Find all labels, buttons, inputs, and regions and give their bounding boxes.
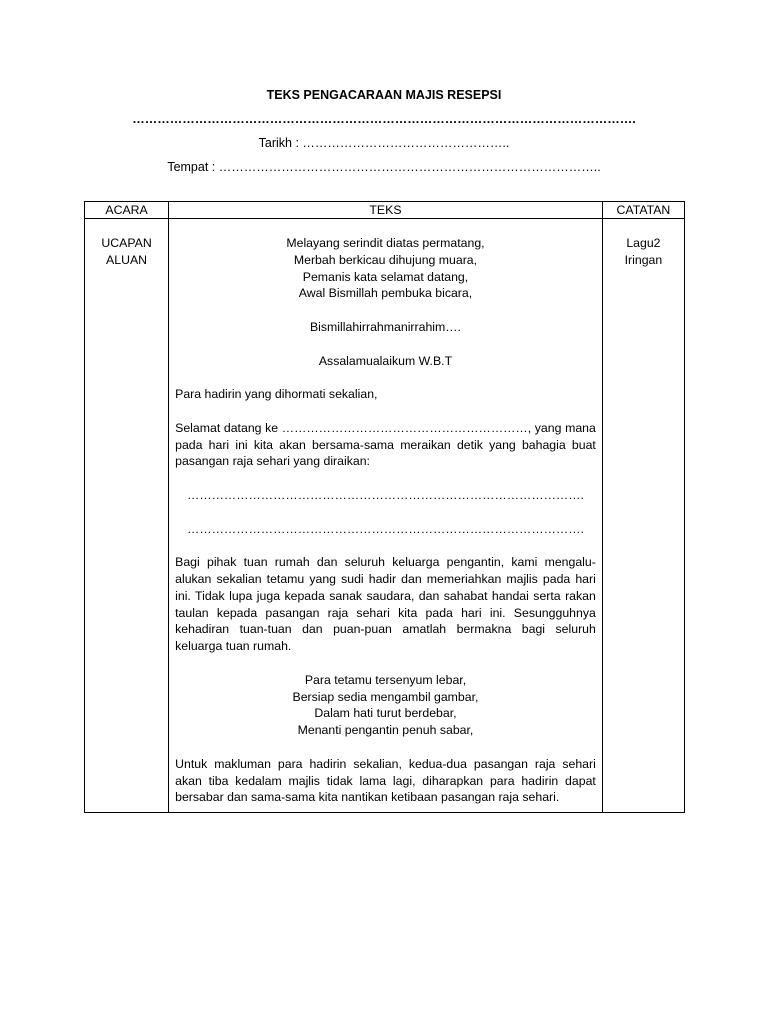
venue-field: Tempat : ………………………………………………………………………………..	[167, 160, 601, 174]
table-row	[85, 219, 685, 813]
teks-cell	[169, 219, 603, 813]
catatan-line: Iringan	[624, 252, 663, 267]
pantun-line: Awal Bismillah pembuka bicara,	[298, 286, 473, 301]
acara-line: ALUAN	[106, 252, 148, 267]
pantun-line: Para tetamu tersenyum lebar,	[304, 672, 467, 687]
acara-line: UCAPAN	[101, 236, 152, 250]
acara-cell	[85, 219, 169, 813]
date-field: Tarikh : …………………………………………..	[258, 136, 510, 150]
header-acara: ACARA	[85, 202, 169, 219]
pantun-guests	[175, 672, 596, 739]
pantun-line: Pemanis kata selamat datang,	[302, 269, 469, 284]
pantun-opening	[175, 235, 596, 302]
pantun-line: Dalam hati turut berdebar,	[314, 706, 457, 721]
blank-fill-line: ………………………………………………………………………………………………………….	[132, 112, 636, 126]
catatan-line: Lagu2	[626, 236, 661, 250]
greeting-line: Para hadirin yang dihormati sekalian,	[175, 387, 378, 402]
program-table	[84, 201, 685, 813]
catatan-cell	[602, 219, 684, 813]
host-paragraph: Bagi pihak tuan rumah dan seluruh keluarga pengantin, kami mengalu-alukan sekalian tetamu yang sudi hadir dan memeriahkan majlis pada hari ini. Tidak lupa juga kepada sanak saudara, dan sahabat handai serta rakan taulan kepada pasangan raja sehari kita pada hari ini. Sesungguhnya kehadiran tuan-tuan dan puan-puan amatlah bermakna bagi seluruh keluarga tuan rumah.	[175, 555, 596, 654]
couple-name-blank: …………………………………………………………………………………….	[187, 487, 584, 502]
pantun-line: Menanti pengantin penuh sabar,	[297, 723, 474, 738]
header-teks: TEKS	[169, 202, 603, 219]
header-catatan: CATATAN	[602, 202, 684, 219]
bismillah-line: Bismillahirrahmanirrahim….	[309, 319, 461, 334]
welcome-paragraph: Selamat datang ke ……………………………………………………, yang mana pada hari ini kita akan bersama-sama meraikan detik yang bahagia buat pasangan raja sehari yang diraikan:	[175, 420, 596, 469]
salam-line: Assalamualaikum W.B.T	[318, 353, 453, 368]
pantun-line: Melayang serindit diatas permatang,	[286, 236, 485, 250]
pantun-line: Merbah berkicau dihujung muara,	[293, 252, 478, 267]
table-header-row	[85, 202, 685, 219]
couple-name-blank: …………………………………………………………………………………….	[187, 521, 584, 536]
pantun-line: Bersiap sedia mengambil gambar,	[292, 689, 479, 704]
closing-paragraph: Untuk makluman para hadirin sekalian, kedua-dua pasangan raja sehari akan tiba kedalam majlis tidak lama lagi, diharapkan para hadirin dapat bersabar dan sama-sama kita nantikan ketibaan pasangan raja sehari.	[175, 756, 596, 805]
document-title: TEKS PENGACARAAN MAJIS RESEPSI	[266, 88, 502, 102]
